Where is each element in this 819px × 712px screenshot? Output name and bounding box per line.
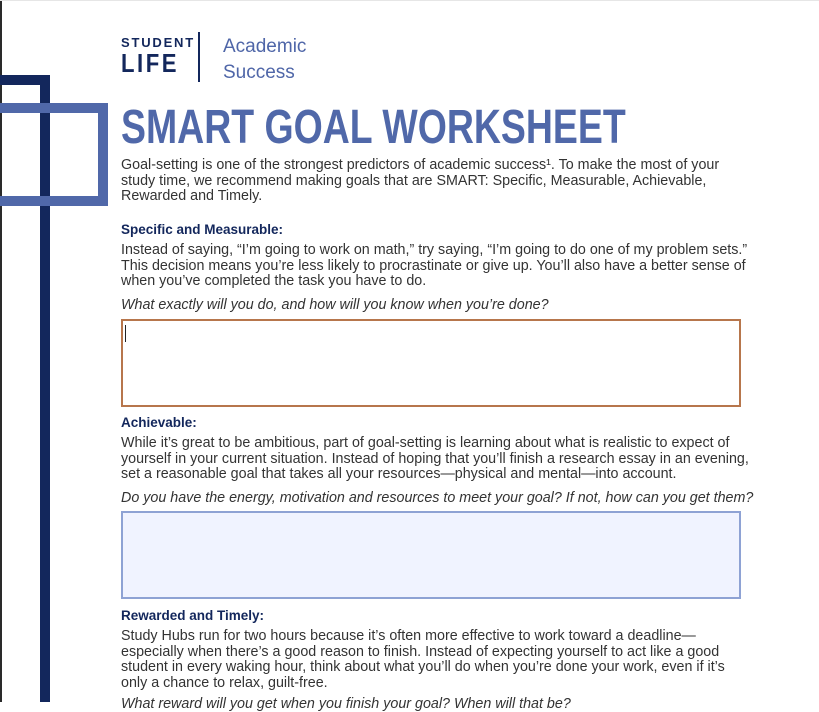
unit-name-line1: Academic xyxy=(223,36,307,57)
section-prompt-achievable: Do you have the energy, motivation and resources to meet your goal? If not, how can you get them? xyxy=(121,490,754,506)
section-heading-specific: Specific and Measurable: xyxy=(121,222,284,237)
page-title: SMART GOAL WORKSHEET xyxy=(121,101,626,154)
text-caret xyxy=(125,325,126,342)
answer-field-specific[interactable] xyxy=(121,319,741,407)
unit-name xyxy=(223,34,306,86)
logo-line-student: STUDENT xyxy=(121,35,195,50)
intro-paragraph: Goal-setting is one of the strongest predictors of academic success¹. To make the most of your study time, we recommend making goals that are SMART: Specific, Measurable, Achievable, Rewarded and Timely. xyxy=(121,157,720,205)
section-body-specific: Instead of saying, “I’m going to work on math,” try saying, “I’m going to do one of my problem sets.” This decision means you’re less likely to procrastinate or give up. You’ll also have a better sense of when you’ve completed the task you have to do. xyxy=(121,242,748,290)
section-prompt-rewarded-partial: What reward will you get when you finish your goal? When will that be? xyxy=(121,696,571,712)
answer-field-achievable[interactable] xyxy=(121,511,741,599)
section-heading-achievable: Achievable: xyxy=(121,415,197,430)
logo-line-life: LIFE xyxy=(121,48,180,78)
section-body-achievable: While it’s great to be ambitious, part of goal-setting is learning about what is realistic to expect of yourself in your current situation. Instead of hoping that you’ll finish a research essay in an evening, set a reasonable goal that takes all your resources—physical and mental—into account. xyxy=(121,435,749,483)
decorative-frame-light-box xyxy=(0,103,108,206)
section-prompt-specific: What exactly will you do, and how will you know when you’re done? xyxy=(121,297,549,313)
page-edge-top xyxy=(0,0,819,1)
student-life-logo xyxy=(121,36,195,76)
section-body-rewarded: Study Hubs run for two hours because it’s often more effective to work toward a deadline—especially when there’s a good reason to finish. Instead of expecting yourself to act like a good student in every waking hour, think about what you’ll do when you’re done your work, even if it’s only a chance to relax, guilt-free. xyxy=(121,628,725,691)
unit-name-line2: Success xyxy=(223,62,295,83)
section-heading-rewarded: Rewarded and Timely: xyxy=(121,608,265,623)
logo-divider xyxy=(198,32,200,82)
